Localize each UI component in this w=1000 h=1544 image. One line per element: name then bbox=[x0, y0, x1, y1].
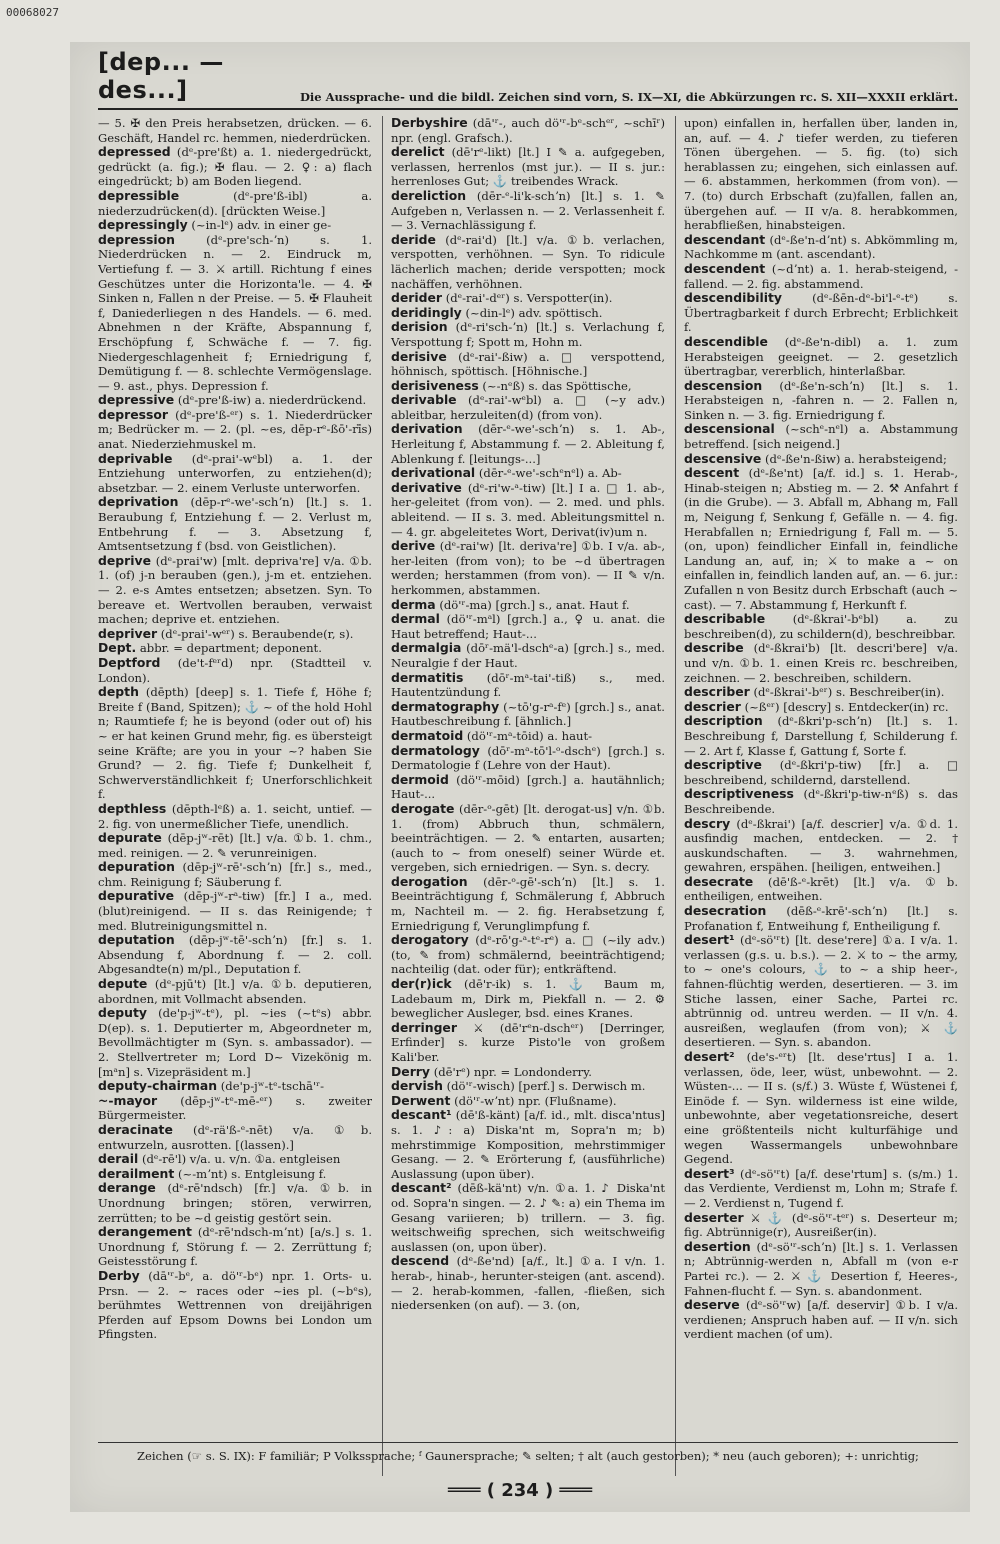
dictionary-entry bbox=[391, 306, 665, 321]
headword: depressive bbox=[98, 392, 175, 408]
headword: depuration bbox=[98, 859, 175, 875]
headword: depth bbox=[98, 684, 139, 700]
dictionary-entry bbox=[684, 685, 958, 700]
dictionary-entry bbox=[98, 408, 372, 452]
dictionary-entry bbox=[391, 612, 665, 641]
entry-text: (dē'rᵉ) npr. = Londonderry. bbox=[433, 1064, 592, 1079]
dictionary-entry bbox=[98, 1269, 372, 1342]
entry-text: (dᵉ-rō'g-ᵃ-tᵉ-rᵉ) a. □ (~ily adv.) (to, ✎ from) schmälernd, beeinträchtigend; nachteilig (dat. oder für); entkräftend. bbox=[391, 933, 665, 977]
entry-text: (dēr-ᵒ-gē'-schʼn) [lt.] s. 1. Beeinträchtigung f, Schmälerung f, Abbruch m, Nachteil m. — 2. fig. Herabsetzung f, Erniedrigung f, Verunglimpfung f. bbox=[391, 874, 665, 933]
headword: descendible bbox=[684, 333, 768, 349]
dictionary-entry bbox=[391, 1094, 665, 1109]
headword: dermatology bbox=[391, 742, 480, 758]
entry-text: ⚔ ⚓ (dᵉ-sö'ʳ-tᵉʳ) s. Deserteur m; fig. Abtrünnige(r), Ausreißer(in). bbox=[684, 1210, 958, 1240]
dictionary-entry bbox=[684, 379, 958, 423]
entry-text: (dᵉ-ße'n-dibl) a. 1. zum Herabsteigen geeignet. — 2. gesetzlich übertragbar, vererblich, hinterlaßbar. bbox=[684, 334, 958, 379]
column-2 bbox=[382, 116, 665, 1476]
dictionary-entry bbox=[684, 1050, 958, 1167]
dictionary-entry bbox=[684, 335, 958, 379]
dictionary-entry bbox=[684, 291, 958, 335]
entry-text: (dᵉ-rä'ß-ᵉ-nēt) v/a. ①b. entwurzeln, ausrotten. [(lassen).] bbox=[98, 1122, 372, 1152]
headword: dermatoid bbox=[391, 727, 464, 743]
headword: depute bbox=[98, 976, 148, 992]
dictionary-entry bbox=[98, 831, 372, 860]
headword: dermoid bbox=[391, 771, 449, 787]
dictionary-entry bbox=[684, 1211, 958, 1240]
headword: derangement bbox=[98, 1224, 192, 1240]
entry-text: (dᵉ-ßkri'p-tiw-nᵉß) s. das Beschreibende. bbox=[684, 787, 958, 816]
headword: depressible bbox=[98, 187, 180, 203]
headword: deprivable bbox=[98, 450, 173, 466]
dictionary-entry bbox=[391, 539, 665, 597]
entry-text: (dᵉ-ßkrai'-bᵉʳ) s. Beschreiber(in). bbox=[753, 685, 945, 700]
entry-text: (dᵉ-rai'd) [lt.] v/a. ①b. verlachen, verspotten, verhöhnen. — Syn. To ridicule lächerlich machen; deride verspotten; mock nachäffen, verhöhnen. bbox=[391, 232, 665, 291]
dictionary-entry bbox=[98, 554, 372, 627]
headword: derision bbox=[391, 319, 448, 335]
headword: desert² bbox=[684, 1049, 735, 1064]
entry-text: (dᵉ-rai'-dᵉʳ) s. Verspotter(in). bbox=[445, 291, 613, 306]
entry-text: (dᵉ-pre'ß-iw) a. niederdrückend. bbox=[177, 393, 367, 408]
entry-text: (dēp-jʷ-rᵃ-tiw) [fr.] I a., med. (blut)reinigend. — II s. das Reinigende; † med. Blutreinigungsmittel n. bbox=[98, 889, 372, 933]
entry-text: (dö'ʳ-mōid) [grch.] a. hautähnlich; Haut-... bbox=[391, 772, 665, 802]
dictionary-entry bbox=[391, 1065, 665, 1080]
headword: dermalgia bbox=[391, 640, 462, 656]
entry-text: (dōʳ-mᵃ-tō'l-ᵒ-dschᵉ) [grch.] s. Dermatologie f (Lehre von der Haut). bbox=[391, 743, 665, 773]
dictionary-entry bbox=[684, 700, 958, 715]
entry-text: (dᵉ-ri'w-ᵃ-tiw) [lt.] I a. □ 1. ab-, her-geleitet (from von). — 2. med. und phls. ableitend. — II s. 3. med. Ableitungsmittel n. — 4. gr. abgeleitetes Wort, Derivat(iv)um n. bbox=[391, 480, 665, 539]
dictionary-entry bbox=[391, 700, 665, 729]
headword: derivable bbox=[391, 392, 457, 408]
dictionary-entry bbox=[98, 495, 372, 553]
entry-text: (dēp-rᵉ-we'-schʼn) [lt.] s. 1. Beraubung f, Entziehung f. — 2. Verlust m, Entbehrung f. — 3. Absetzung f, Amtsentsetzung f (bsd. von Geistlichen). bbox=[98, 495, 372, 554]
headword: derma bbox=[391, 596, 436, 612]
entry-text: (dᵉ-pre'ßt) a. 1. niedergedrückt, gedrückt (a. fig.); ✠ flau. — 2. ♀: a) flach eingedrückt; b) am Boden liegend. bbox=[98, 145, 372, 189]
entry-text: (dē'ß-känt) [a/f. id., mlt. disca'ntus] s. 1. ♪: a) Diska'nt m, Sopra'n m; b) mehrstimmige Komposition, mehrstimmiger Gesang. — 2. ✎ Erörterung f, (ausführliche) Auslassung (upon über). bbox=[391, 1108, 665, 1181]
entry-text: (dēß-ᵉ-krē'-schʼn) [lt.] s. Profanation f, Entweihung f, Entheiligung f. bbox=[684, 904, 958, 933]
headword: desecration bbox=[684, 903, 767, 919]
entry-text: (dᵉ-ße'nd) [a/f., lt.] ①a. I v/n. 1. herab-, hinab-, herunter-steigen (ant. ascend). — 2. herab-kommen, -fallen, -fließen, sich niedersenken (on auf). — 3. (on, bbox=[391, 1254, 665, 1313]
column-3 bbox=[675, 116, 958, 1476]
dictionary-entry bbox=[391, 466, 665, 481]
scan-id: 00068027 bbox=[6, 6, 59, 19]
header-note: Die Aussprache- und die bildl. Zeichen sind vorn, S. IX—XI, die Abkürzungen rc. S. XII—XXXII erklärt. bbox=[299, 90, 958, 104]
dictionary-entry bbox=[98, 1006, 372, 1079]
headword: derogation bbox=[391, 873, 468, 889]
entry-text: (de'p-jʷ-tᵉ), pl. ~ies (~tᵉs) abbr. D(ep). s. 1. Deputierter m, Abgeordneter m, Bevollmächtigter m (Syn. s. ambassador). — 2. Stellvertreter m; Lord D~ Vizekönig m. [mᵃn] s. Vizepräsident m.] bbox=[98, 1006, 372, 1079]
entry-text: (~ßᵉʳ) [descry] s. Entdecker(in) rc. bbox=[744, 699, 949, 714]
dictionary-entry bbox=[391, 1181, 665, 1254]
headword: depthless bbox=[98, 800, 167, 816]
dictionary-entry bbox=[98, 641, 372, 656]
dictionary-entry bbox=[391, 671, 665, 700]
entry-text: (~-mʼnt) s. Entgleisung f. bbox=[178, 1166, 327, 1181]
dictionary-entry bbox=[391, 233, 665, 291]
entry-text: (~-nᵉß) s. das Spöttische, bbox=[482, 378, 632, 393]
dictionary-entry bbox=[98, 218, 372, 233]
dictionary-entry bbox=[684, 787, 958, 816]
dictionary-entry bbox=[98, 685, 372, 802]
entry-text: (dᵉ-prai'w) [mlt. depriva're] v/a. ①b. 1. (of) j-n berauben (gen.), j-m et. entziehen. — 2. e-s Amtes entsetzen; absetzen. Syn. To bereave et. Wertvollen berauben, verwaist machen; deprive et. entziehen. bbox=[98, 553, 372, 627]
dictionary-entry bbox=[391, 1108, 665, 1181]
dictionary-entry bbox=[684, 1167, 958, 1211]
headword: derailment bbox=[98, 1165, 175, 1181]
entry-text: (dā'ʳ-bᵉ, a. dö'ʳ-bᵉ) npr. 1. Orts- u. Prsn. — 2. ~ races oder ~ies pl. (~bᵉs), berühmtes Wettrennen von dreijährigen Pferden auf Epsom Downs bei London um Pfingsten. bbox=[98, 1268, 372, 1342]
entry-text: (dᵉ-rē'ndsch) [fr.] v/a. ①b. in Unordnung bringen; stören, verwirren, zerrütten; to be ~d geistig gestört sein. bbox=[98, 1181, 372, 1225]
entry-text: (dᵉ-prai'-wᵉbl) a. 1. der Entziehung unterworfen, zu entziehen(d); absetzbar. — 2. einem Verluste unterworfen. bbox=[98, 451, 372, 495]
entry-text: (dē'ß-ᵉ-krēt) [lt.] v/a. ①b. entheiligen, entweihen. bbox=[684, 874, 958, 904]
dictionary-entry bbox=[391, 977, 665, 1021]
headword: derivational bbox=[391, 465, 476, 481]
headword: desecrate bbox=[684, 873, 754, 889]
dictionary-entry bbox=[391, 116, 665, 145]
dictionary-entry bbox=[391, 379, 665, 394]
entry-text: (dö'ʳ-ma) [grch.] s., anat. Haut f. bbox=[439, 597, 630, 612]
headword: dereliction bbox=[391, 187, 467, 203]
entry-text: (dö'ʳ-mᵃl) [grch.] a., ♀ u. anat. die Haut betreffend; Haut-... bbox=[391, 612, 665, 641]
headword: Dept. bbox=[98, 640, 137, 656]
entry-text: (dᵉ-sö'ʳw) [a/f. deservir] ①b. I v/a. verdienen; Anspruch haben auf. — II v/n. sich verdient machen (of um). bbox=[684, 1298, 958, 1342]
entry-text: (dᵉ-ße'n-schʼn) [lt.] s. 1. Herabsteigen n, -fahren n. — 2. Fallen n, Sinken n. — 3. fig. Erniedrigung f. bbox=[684, 378, 958, 422]
entry-text: (dö'ʳ-mᵃ-tōid) a. haut- bbox=[466, 728, 593, 743]
headword: description bbox=[684, 713, 763, 729]
header-rule bbox=[98, 108, 958, 110]
dictionary-entry bbox=[684, 817, 958, 875]
dictionary-entry bbox=[391, 291, 665, 306]
entry-text: (dö'ʳ-wisch) [perf.] s. Derwisch m. bbox=[446, 1079, 646, 1094]
dictionary-entry bbox=[391, 350, 665, 379]
entry-text: (dēpth) [deep] s. 1. Tiefe f, Höhe f; Breite f (Band, Spitzen); ⚓ ~ of the hold Hohl n; Raumtiefe f; he is beyond (oder out of) his ~ er hat keinen Grund mehr, fig. es übersteigt seine Kräfte; are you in your ~? haben Sie Grund? — 2. fig. Tiefe f; Dunkelheit f, Schwerverständlichkeit f; Unerforschlichkeit f. bbox=[98, 685, 372, 802]
entry-text: (dēp-jʷ-tᵉ-mē-ᵉʳ) s. zweiter Bürgermeister. bbox=[98, 1093, 372, 1123]
dictionary-entry bbox=[684, 233, 958, 262]
entry-text: (de's-ᵉʳt) [lt. dese'rtus] I a. 1. verlassen, öde, leer, wüst, unbewohnt. — 2. Wüsten-... — II s. (s/f.) 3. Wüste f, Wüstenei f, Einöde f. — Syn. wilderness ist eine wilde, unbewohnte, aber vegetationsreiche, desert eine größtenteils nicht kulturfähige und wegen Wassermangels unbewohnbare Gegend. bbox=[684, 1050, 958, 1167]
headword: derringer bbox=[391, 1019, 457, 1035]
dictionary-entry bbox=[684, 641, 958, 685]
dictionary-entry bbox=[391, 189, 665, 233]
entry-text: (dᵉ-pjū't) [lt.] v/a. ①b. deputieren, abordnen, mit Vollmacht absenden. bbox=[98, 977, 372, 1006]
dictionary-entry bbox=[98, 1181, 372, 1225]
headword: descant² bbox=[391, 1180, 452, 1196]
headword: deprivation bbox=[98, 494, 179, 510]
dictionary-entry bbox=[391, 729, 665, 744]
entry-text: (dēr-ᵉ-li'k-schʼn) [lt.] s. 1. ✎ Aufgeben n, Verlassen n. — 2. Verlassenheit f. — 3. Vernachlässigung f. bbox=[391, 188, 665, 233]
dictionary-entry bbox=[98, 1094, 372, 1123]
entry-text: (dᵉ-ße'nt) [a/f. id.] s. 1. Herab-, Hinab-steigen n; Abstieg m. — 2. ⚒ Anfahrt f (in die Grube). — 3. Abfall m, Abhang m, Fall m, Neigung f, Senkung f, Gefälle n. — 4. fig. Herabfallen n; Erniedrigung f, Fall m. — 5. (on, upon) feindlicher Einfall in, feindliche Landung an, auf, in; ⚔ to make a ~ on einfallen in, feindlich landen auf, an. — 6. jur.: Zufallen n von Besitz durch Erbschaft (auch ~ cast). — 7. Abstammung f, Herkunft f. bbox=[684, 466, 958, 612]
dictionary-entry bbox=[98, 1225, 372, 1269]
headword: depurate bbox=[98, 830, 162, 846]
entry-text: — 5. ✠ den Preis herabsetzen, drücken. — 6. Geschäft, Handel rc. hemmen, niederdrücken. bbox=[98, 116, 372, 145]
headword: depressor bbox=[98, 406, 169, 422]
headword: descriptiveness bbox=[684, 786, 794, 802]
headword: descension bbox=[684, 377, 763, 393]
dictionary-entry bbox=[684, 933, 958, 1050]
entry-text: (dᵉ-ßēn-dᵉ-bi'l-ᵉ-tᵉ) s. Übertragbarkeit f durch Erbrecht; Erblichkeit f. bbox=[684, 291, 958, 335]
headword: Derry bbox=[391, 1063, 430, 1079]
entry-text: (dᵉ-ße'n-ßiw) a. herabsteigend; bbox=[765, 451, 947, 466]
headword: desert³ bbox=[684, 1165, 735, 1181]
headword: derivative bbox=[391, 479, 462, 495]
headword: descendent bbox=[684, 260, 766, 276]
entry-text: (~in-lᵉ) adv. in einer ge- bbox=[191, 218, 332, 233]
headword: derivation bbox=[391, 421, 463, 437]
headword: depression bbox=[98, 231, 175, 247]
entry-text: (dēp-jʷ-rē'-schʼn) [fr.] s., med., chm. Reinigung f; Säuberung f. bbox=[98, 860, 372, 889]
dictionary-entry bbox=[391, 1021, 665, 1065]
dictionary-entry bbox=[684, 875, 958, 904]
dictionary-entry bbox=[98, 802, 372, 831]
entry-text: (~tō'g-rᵃ-fᵉ) [grch.] s., anat. Hautbeschreibung f. [ähnlich.] bbox=[391, 699, 665, 729]
dictionary-entry bbox=[391, 641, 665, 670]
entry-text: (dᵉ-pre'ß-ibl) a. niederzudrücken(d). [drückten Weise.] bbox=[98, 188, 372, 218]
dictionary-entry bbox=[391, 933, 665, 977]
entry-text: (de'p-jʷ-tᵉ-tschā'ʳ- bbox=[220, 1079, 325, 1094]
entry-text: (~dʼnt) a. 1. herab-steigend, -fallend. — 2. fig. abstammend. bbox=[684, 261, 958, 291]
headword: derider bbox=[391, 290, 443, 306]
headword: depressingly bbox=[98, 217, 188, 233]
headword: derive bbox=[391, 538, 436, 554]
headword: derogatory bbox=[391, 932, 469, 948]
headword: deprive bbox=[98, 552, 151, 568]
headword: deridingly bbox=[391, 304, 462, 320]
dictionary-entry bbox=[391, 744, 665, 773]
entry-text: (dᵉ-pre'ß-ᵉʳ) s. 1. Niederdrücker m; Bedrücker m. — 2. (pl. ~es, dēp-rᵉ-ßō'-rī̈s) anat. Niederziehmuskel m. bbox=[98, 407, 372, 452]
entry-text: (dᵉ-sö'ʳt) [lt. dese'rere] ①a. I v/a. 1. verlassen (g.s. u. b.s.). — 2. ⚔ to ~ the army, to ~ one's colours, ⚓ to ~ a ship heer-, fahnen-flüchtig werden, desertieren. — 3. im Stiche lassen, einer Sache, Partei rc. abtrünnig od. untreu werden. — II v/n. 4. ausreißen, weglaufen (from von); ⚔ ⚓ desertieren. — Syn. s. abandon. bbox=[684, 933, 958, 1050]
entry-text: (dᵉ-prai'-wᵉʳ) s. Beraubende(r, s). bbox=[160, 626, 354, 641]
entry-text: (dᵉ-rē'ndsch-mʼnt) [a/s.] s. 1. Unordnung f, Störung f. — 2. Zerrüttung f; Geistesstörung f. bbox=[98, 1225, 372, 1269]
dictionary-entry bbox=[391, 773, 665, 802]
headword: derisiveness bbox=[391, 377, 479, 393]
dictionary-entry bbox=[98, 233, 372, 394]
dictionary-entry bbox=[391, 481, 665, 539]
headword: desert¹ bbox=[684, 932, 735, 948]
headword: describable bbox=[684, 611, 766, 627]
headword: deride bbox=[391, 231, 436, 247]
entry-columns bbox=[98, 116, 958, 1476]
headword: deputy bbox=[98, 1005, 147, 1021]
dictionary-entry bbox=[391, 1079, 665, 1094]
dictionary-entry bbox=[391, 875, 665, 933]
dictionary-entry bbox=[98, 889, 372, 933]
page-number: ═══ ( 234 ) ═══ bbox=[447, 1480, 593, 1501]
entry-text: (dᵉ-sö'ʳt) [a/f. dese'rtum] s. (s/m.) 1. das Verdiente, Verdienst m, Lohn m; Strafe f. — 2. Verdienst n, Tugend f. bbox=[684, 1166, 958, 1210]
dictionary-entry bbox=[98, 860, 372, 889]
headword: derail bbox=[98, 1151, 139, 1167]
dictionary-entry bbox=[391, 422, 665, 466]
headword: der(r)ick bbox=[391, 976, 452, 992]
headword: deputy-chairman bbox=[98, 1078, 218, 1094]
headword: describe bbox=[684, 640, 744, 656]
entry-text: (~din-lᵉ) adv. spöttisch. bbox=[465, 305, 603, 320]
entry-text: (~schᵉ-nᵉl) a. Abstammung betreffend. [sich neigend.] bbox=[684, 422, 958, 452]
dictionary-entry bbox=[391, 598, 665, 613]
headword: Derby bbox=[98, 1267, 140, 1283]
dictionary-entry bbox=[684, 1240, 958, 1298]
entry-text: upon) einfallen in, herfallen über, landen in, an, auf. — 4. ♪ tiefer werden, zu tieferen Tönen übergehen. — 5. fig. (to) sich herablassen zu; eingehen, sich einlassen auf. — 6. abstammen, herkommen (from von). — 7. (to) durch Erbschaft (zu)fallen, fallen an, übergehen auf. — II v/a. 8. herabkommen, herabfließen, hinabsteigen. bbox=[684, 116, 958, 233]
headword: descendant bbox=[684, 231, 766, 247]
entry-text: (dᵉ-ßkrai') [a/f. descrier] v/a. ①d. 1. ausfindig machen, entdecken. — 2. † auskundschaften. — 3. wahrnehmen, gewahren, erspähen. [heiligen, entweihen.] bbox=[684, 816, 958, 875]
dictionary-entry bbox=[98, 656, 372, 685]
entry-text: (dᵉ-ßkrai'-bᵉbl) a. zu beschreiben(d), zu schildern(d), beschreibbar. bbox=[684, 612, 958, 641]
headword: derisive bbox=[391, 348, 447, 364]
entry-text: (dēp-jʷ-rēt) [lt.] v/a. ①b. 1. chm., med. reinigen. — 2. ✎ verunreinigen. bbox=[98, 831, 372, 860]
dictionary-entry bbox=[98, 627, 372, 642]
headword: Deptford bbox=[98, 654, 161, 670]
entry-text: (dēr-ᵉ-we'-schᵉnᵉl) a. Ab- bbox=[478, 466, 622, 481]
dictionary-entry bbox=[98, 1167, 372, 1182]
entry-text: (de't-fᵉʳd) npr. (Stadtteil v. London). bbox=[98, 655, 372, 685]
dictionary-entry bbox=[98, 116, 372, 145]
headword: deserter bbox=[684, 1209, 744, 1225]
headword: dermatitis bbox=[391, 669, 464, 685]
headword: derange bbox=[98, 1180, 156, 1196]
dictionary-entry bbox=[98, 1123, 372, 1152]
entry-text: (dᵉ-rai'-ßiw) a. □ verspottend, höhnisch, spöttisch. [Höhnische.] bbox=[391, 349, 665, 379]
headword: derogate bbox=[391, 800, 455, 816]
headword: Derbyshire bbox=[391, 116, 468, 130]
entry-text: (dēr-ᵒ-gēt) [lt. derogat-us] v/n. ①b. 1. (from) Abbruch thun, schmälern, beeinträchtigen. — 2. ✎ entarten, ausarten; (auch to ~ from oneself) seiner Würde et. vergeben, sich erniedrigen. — Syn. s. decry. bbox=[391, 801, 665, 875]
dictionary-entry bbox=[684, 1298, 958, 1342]
dictionary-entry bbox=[98, 145, 372, 189]
headword: descry bbox=[684, 815, 731, 831]
dictionary-entry bbox=[98, 933, 372, 977]
entry-text: (dᵉ-ßkri'p-schʼn) [lt.] s. 1. Beschreibung f, Darstellung f, Schilderung f. — 2. Art f, Klasse f, Gattung f, Sorte f. bbox=[684, 714, 958, 758]
dictionary-entry bbox=[391, 1254, 665, 1312]
dictionary-entry bbox=[98, 1152, 372, 1167]
entry-text: (dᵉ-rē'l) v/a. u. v/n. ①a. entgleisen bbox=[141, 1152, 341, 1167]
dictionary-entry bbox=[684, 116, 958, 233]
entry-text: (dā'ʳ-, auch dö'ʳ-bᵉ-schᵉʳ, ~schīʳ) npr. (engl. Grafsch.). bbox=[391, 116, 665, 145]
headword: descend bbox=[391, 1253, 450, 1269]
headword: derelict bbox=[391, 144, 445, 160]
dictionary-entry bbox=[98, 977, 372, 1006]
dictionary-entry bbox=[684, 452, 958, 467]
headword-range: [dep... — des...] bbox=[98, 48, 224, 104]
dictionary-entry bbox=[684, 612, 958, 641]
dictionary-entry bbox=[98, 1079, 372, 1094]
headword: deracinate bbox=[98, 1121, 173, 1137]
entry-text: (dᵉ-ßkrai'b) [lt. descri'bere] v/a. und v/n. ①b. 1. einen Kreis rc. beschreiben, zeichnen. — 2. beschreiben, schildern. bbox=[684, 641, 958, 685]
dictionary-page bbox=[70, 42, 970, 1512]
dictionary-entry bbox=[684, 422, 958, 451]
dictionary-entry bbox=[391, 802, 665, 875]
headword: ~-mayor bbox=[98, 1092, 158, 1108]
headword: descent bbox=[684, 465, 740, 481]
dictionary-entry bbox=[98, 393, 372, 408]
dictionary-entry bbox=[684, 466, 958, 612]
entry-text: (dᵉ-ße'n-dʼnt) s. Abkömmling m, Nachkomme m (ant. ascendant). bbox=[684, 232, 958, 262]
headword: deserve bbox=[684, 1297, 740, 1313]
headword: descant¹ bbox=[391, 1107, 452, 1123]
dictionary-entry bbox=[98, 189, 372, 218]
entry-text: abbr. = department; deponent. bbox=[139, 641, 322, 656]
entry-text: (dē'r-ik) s. 1. ⚓ Baum m, Ladebaum m, Dirk m, Piekfall n. — 2. ⚙ beweglicher Ausleger, bsd. eines Kranes. bbox=[391, 977, 665, 1021]
dictionary-entry bbox=[684, 904, 958, 933]
entry-text: (dōʳ-mᵃ-tai'-tiß) s., med. Hautentzündung f. bbox=[391, 670, 665, 700]
entry-text: (dēr-ᵉ-we'-schʼn) s. 1. Ab-, Herleitung f, Abstammung f. — 2. Ableitung f, Ablenkung f. [leitungs-...] bbox=[391, 422, 665, 466]
entry-text: (dōʳ-mä'l-dschᵉ-a) [grch.] s., med. Neuralgie f der Haut. bbox=[391, 641, 665, 670]
dictionary-entry bbox=[684, 758, 958, 787]
column-1 bbox=[98, 116, 372, 1476]
headword: descriptive bbox=[684, 757, 762, 773]
entry-text: (dᵉ-ßkri'p-tiw) [fr.] a. □ beschreibend, schildernd, darstellend. bbox=[684, 758, 958, 787]
headword: Derwent bbox=[391, 1092, 451, 1108]
entry-text: (dᵉ-rai'-wᵉbl) a. □ (~y adv.) ableitbar, herzuleiten(d) (from von). bbox=[391, 393, 665, 422]
headword: dermatography bbox=[391, 698, 500, 714]
headword: descensive bbox=[684, 450, 762, 466]
headword: dermal bbox=[391, 611, 440, 627]
headword: descrier bbox=[684, 698, 741, 714]
dictionary-entry bbox=[684, 714, 958, 758]
entry-text: (dē'rᵉ-likt) [lt.] I ✎ a. aufgegeben, verlassen, herrenlos (mst jur.). — II s. jur.: herrenloses Gut; ⚓ treibendes Wrack. bbox=[391, 145, 665, 189]
entry-text: (dēpth-lᵉß) a. 1. seicht, untief. — 2. fig. von unermeßlicher Tiefe, unendlich. bbox=[98, 801, 372, 831]
entry-text: (dēp-jʷ-tē'-schʼn) [fr.] s. 1. Absendung f, Abordnung f. — 2. coll. Abgesandte(n) m/pl., Deputation f. bbox=[98, 933, 372, 977]
page-header bbox=[98, 48, 958, 104]
dictionary-entry bbox=[98, 452, 372, 496]
symbol-legend: Zeichen (☞ s. S. IX): F familiär; P Volkssprache; ᶠ Gaunersprache; ✎ selten; † alt (auch gestorben); * neu (auch geboren); +: unrichtig; bbox=[98, 1442, 958, 1463]
dictionary-entry bbox=[391, 320, 665, 349]
headword: depressed bbox=[98, 144, 171, 160]
entry-text: (dö'ʳ-wʼnt) npr. (Flußname). bbox=[454, 1093, 617, 1108]
entry-text: ⚔ (dē'rᵉn-dschᵉʳ) [Derringer, Erfinder] s. kurze Pisto'le von großem Kali'ber. bbox=[391, 1020, 665, 1064]
dictionary-entry bbox=[391, 145, 665, 189]
dictionary-entry bbox=[684, 262, 958, 291]
entry-text: (dᵉ-sö'ʳ-schʼn) [lt.] s. 1. Verlassen n; Abtrünnig-werden n, Abfall m (von e-r Partei rc.). — 2. ⚔ ⚓ Desertion f, Heeres-, Fahnen-flucht f. — Syn. s. abandonment. bbox=[684, 1239, 958, 1298]
headword: descendibility bbox=[684, 290, 782, 306]
headword: descensional bbox=[684, 421, 775, 437]
headword: dervish bbox=[391, 1078, 443, 1094]
entry-text: (dᵉ-pre'sch-ʼn) s. 1. Niederdrücken n. — 2. Eindruck m, Vertiefung f. — 3. ⚔ artill. Richtung f eines Geschützes unter die Horizonta'le. — 4. ✠ Sinken n, Fallen n der Preise. — 5. ✠ Flauheit f, Daniederliegen n des Handels. — 6. med. Abnehmen n der Kräfte, Abspannung f, Erschöpfung f, Schwäche f. — 7. fig. Niedergeschlagenheit f; Erniedrigung f, Demütigung f. — 8. schlechte Vermögenslage. — 9. ast., phys. Depression f. bbox=[98, 232, 372, 393]
headword: desertion bbox=[684, 1238, 751, 1254]
headword: depurative bbox=[98, 888, 175, 904]
dictionary-entry bbox=[391, 393, 665, 422]
entry-text: (dᵉ-ri'sch-ʼn) [lt.] s. Verlachung f, Verspottung f; Spott m, Hohn m. bbox=[391, 320, 665, 349]
headword: describer bbox=[684, 684, 750, 700]
entry-text: (dēß-kä'nt) v/n. ①a. 1. ♪ Diska'nt od. Sopra'n singen. — 2. ♪ ✎: a) ein Thema im Gesang variieren; b) trillern. — 3. fig. weitschweifig sprechen, sich weitschweifig auslassen (on, upon über). bbox=[391, 1181, 665, 1254]
headword: deputation bbox=[98, 932, 175, 948]
headword: depriver bbox=[98, 625, 158, 641]
entry-text: (dᵉ-rai'w) [lt. deriva're] ①b. I v/a. ab-, her-leiten (from von); to be ~d übertragen werden; herstammen (from von). — II ✎ v/n. herkommen, abstammen. bbox=[391, 539, 665, 597]
